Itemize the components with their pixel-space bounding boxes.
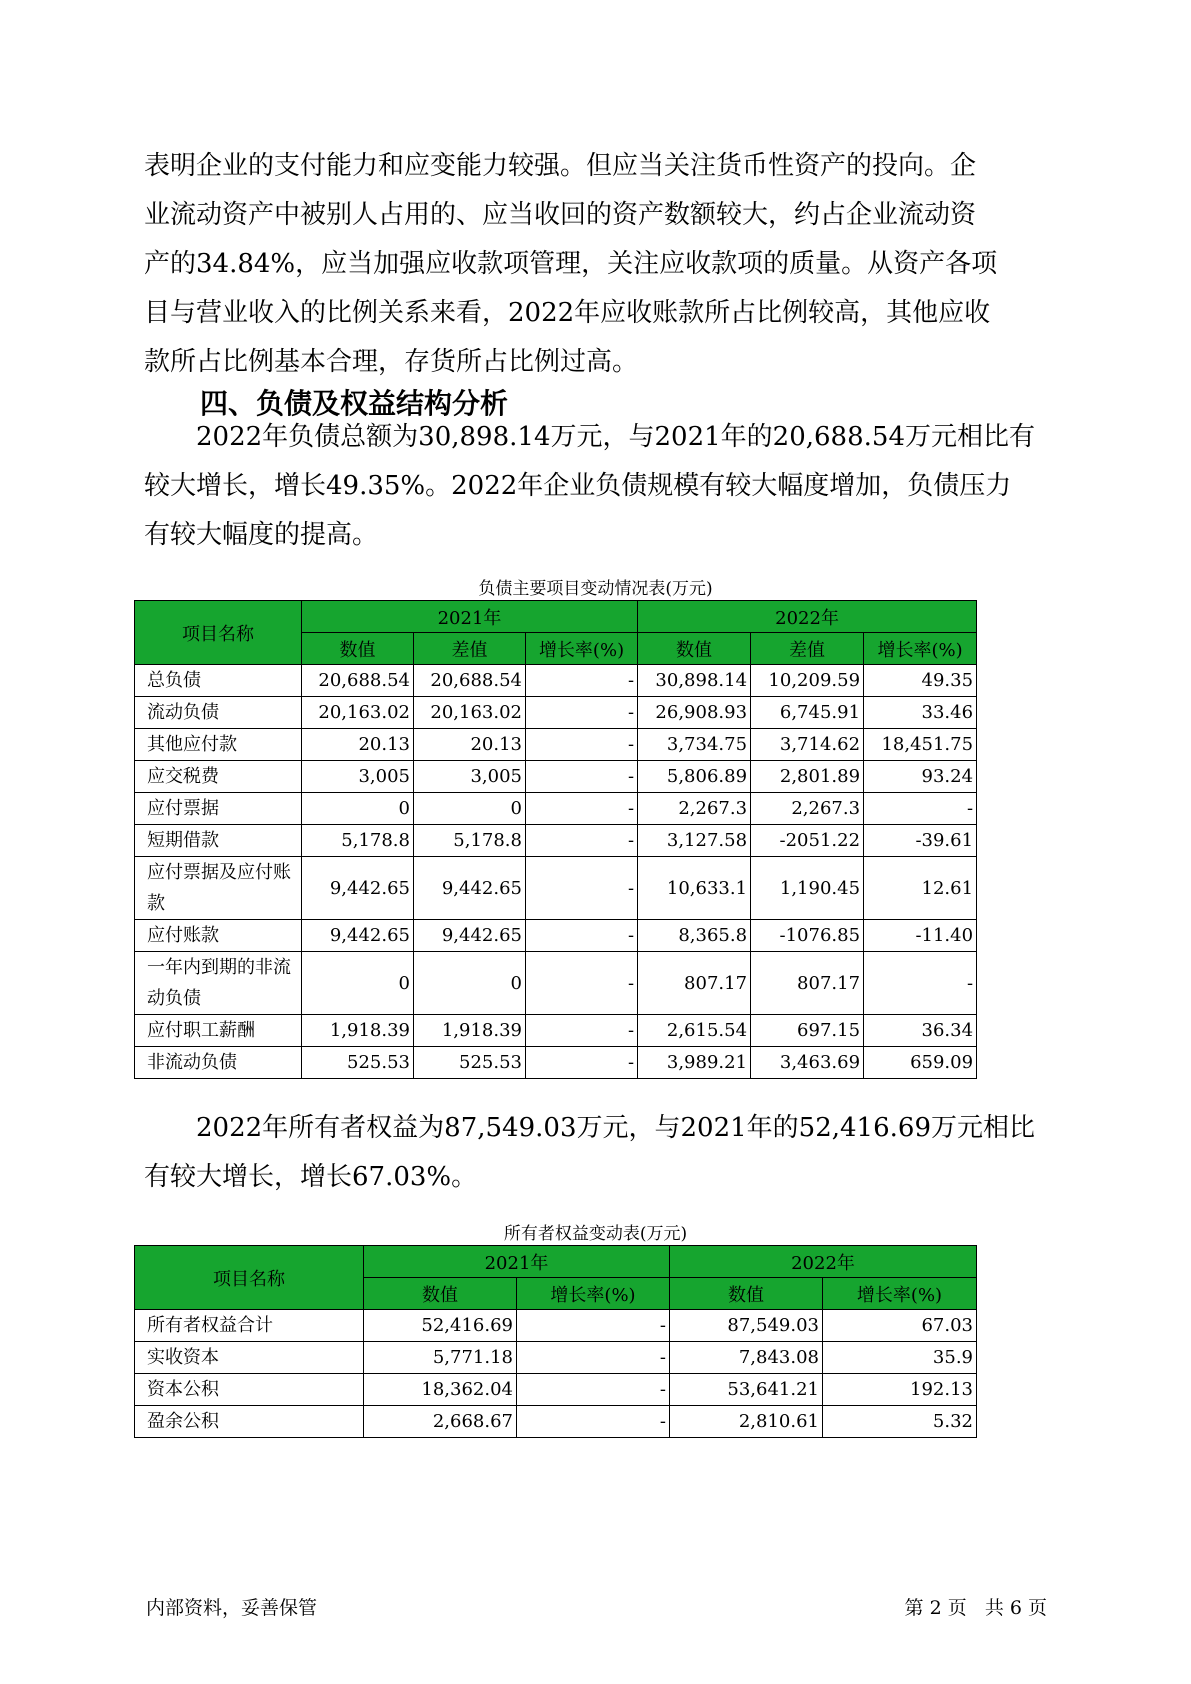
row-label: 应交税费 [135,761,302,793]
cell-value: 525.53 [414,1047,526,1079]
cell-value: - [526,825,638,857]
column-header-year-2022: 2022年 [638,601,977,633]
cell-value: 2,810.61 [670,1406,823,1438]
table-row [135,697,977,729]
cell-value: 3,005 [414,761,526,793]
subheader-growth-rate: 增长率(%) [823,1278,977,1310]
table-row [135,1047,977,1079]
text-line: 有较大增长，增长67.03%。 [144,1162,478,1192]
cell-value: 67.03 [823,1310,977,1342]
cell-value: 6,745.91 [751,697,864,729]
text-line: 产的34.84%，应当加强应收款项管理，关注应收款项的质量。从资产各项 [144,249,998,279]
cell-value: 3,989.21 [638,1047,751,1079]
table-row [135,761,977,793]
cell-value: 2,801.89 [751,761,864,793]
cell-value: 20,163.02 [414,697,526,729]
cell-value: 2,668.67 [364,1406,517,1438]
column-header-year-2021: 2021年 [302,601,638,633]
paragraph-asset-analysis [144,142,1044,387]
cell-value: 20.13 [414,729,526,761]
cell-value: 0 [414,793,526,825]
cell-value: 807.17 [751,952,864,1015]
cell-value: - [526,665,638,697]
table-row [135,920,977,952]
cell-value: 2,267.3 [638,793,751,825]
cell-value: 9,442.65 [302,857,414,920]
row-label: 应付票据及应付账款 [135,857,302,920]
cell-value: 0 [302,952,414,1015]
cell-value: 192.13 [823,1374,977,1406]
subheader-growth-rate: 增长率(%) [864,633,977,665]
cell-value: 10,633.1 [638,857,751,920]
cell-value: 5,178.8 [414,825,526,857]
liability-table [134,600,977,1079]
cell-value: - [864,952,977,1015]
cell-value: 5.32 [823,1406,977,1438]
table-row [135,1015,977,1047]
table-row [135,1310,977,1342]
table-row [135,952,977,1015]
cell-value: 2,267.3 [751,793,864,825]
table-row [135,665,977,697]
subheader-growth-rate: 增长率(%) [517,1278,670,1310]
equity-table-caption: 所有者权益变动表(万元) [503,1224,688,1244]
cell-value: 0 [302,793,414,825]
cell-value: 525.53 [302,1047,414,1079]
column-header-year-2022: 2022年 [670,1246,977,1278]
cell-value: 697.15 [751,1015,864,1047]
cell-value: - [864,793,977,825]
text-line: 目与营业收入的比例关系来看，2022年应收账款所占比例较高，其他应收 [144,298,991,328]
cell-value: - [526,857,638,920]
paragraph-liability-summary [144,413,1044,560]
subheader-growth-rate: 增长率(%) [526,633,638,665]
row-label: 所有者权益合计 [135,1310,364,1342]
footer-confidential-note: 内部资料，妥善保管 [146,1597,318,1619]
row-label: 非流动负债 [135,1047,302,1079]
cell-value: 20.13 [302,729,414,761]
cell-value: 2,615.54 [638,1015,751,1047]
cell-value: - [526,729,638,761]
row-label: 应付职工薪酬 [135,1015,302,1047]
cell-value: - [526,920,638,952]
table-row [135,1342,977,1374]
cell-value: - [526,761,638,793]
cell-value: 1,190.45 [751,857,864,920]
text-line: 2022年所有者权益为87,549.03万元，与2021年的52,416.69万元相比 [144,1113,1035,1143]
row-label: 流动负债 [135,697,302,729]
cell-value: 3,714.62 [751,729,864,761]
cell-value: - [517,1374,670,1406]
row-label: 应付账款 [135,920,302,952]
cell-value: 1,918.39 [414,1015,526,1047]
text-line: 较大增长，增长49.35%。2022年企业负债规模有较大幅度增加，负债压力 [144,471,1012,501]
cell-value: 93.24 [864,761,977,793]
cell-value: - [526,1047,638,1079]
paragraph-equity-summary [144,1104,1044,1202]
cell-value: 9,442.65 [414,920,526,952]
subheader-value: 数值 [302,633,414,665]
table-row [135,729,977,761]
cell-value: -11.40 [864,920,977,952]
footer-page-number: 第 2 页 共 6 页 [904,1597,1047,1619]
cell-value: - [526,793,638,825]
cell-value: 87,549.03 [670,1310,823,1342]
row-label: 其他应付款 [135,729,302,761]
cell-value: 5,806.89 [638,761,751,793]
row-label: 一年内到期的非流动负债 [135,952,302,1015]
cell-value: 9,442.65 [302,920,414,952]
cell-value: 3,005 [302,761,414,793]
equity-table [134,1245,977,1438]
row-label: 实收资本 [135,1342,364,1374]
row-label: 应付票据 [135,793,302,825]
cell-value: 5,178.8 [302,825,414,857]
cell-value: 36.34 [864,1015,977,1047]
cell-value: 10,209.59 [751,665,864,697]
row-label: 短期借款 [135,825,302,857]
text-line: 款所占比例基本合理，存货所占比例过高。 [144,347,639,377]
cell-value: - [526,1015,638,1047]
column-header-item-name: 项目名称 [135,1246,364,1310]
cell-value: - [517,1310,670,1342]
cell-value: 53,641.21 [670,1374,823,1406]
cell-value: 52,416.69 [364,1310,517,1342]
cell-value: 659.09 [864,1047,977,1079]
table-row [135,1374,977,1406]
table-row [135,825,977,857]
subheader-difference: 差值 [751,633,864,665]
cell-value: 20,163.02 [302,697,414,729]
text-line: 2022年负债总额为30,898.14万元，与2021年的20,688.54万元相比有 [144,422,1035,452]
cell-value: 0 [414,952,526,1015]
table-row [135,793,977,825]
cell-value: 30,898.14 [638,665,751,697]
cell-value: 35.9 [823,1342,977,1374]
cell-value: -2051.22 [751,825,864,857]
text-line: 业流动资产中被别人占用的、应当收回的资产数额较大，约占企业流动资 [144,200,977,230]
column-header-year-2021: 2021年 [364,1246,670,1278]
table-row [135,1406,977,1438]
cell-value: 7,843.08 [670,1342,823,1374]
cell-value: - [526,697,638,729]
row-label: 资本公积 [135,1374,364,1406]
column-header-item-name: 项目名称 [135,601,302,665]
cell-value: 20,688.54 [302,665,414,697]
cell-value: 8,365.8 [638,920,751,952]
cell-value: 26,908.93 [638,697,751,729]
section-heading: 四、负债及权益结构分析 [200,387,509,420]
cell-value: 18,362.04 [364,1374,517,1406]
cell-value: - [517,1342,670,1374]
liability-table-caption: 负债主要项目变动情况表(万元) [478,579,713,599]
subheader-value: 数值 [670,1278,823,1310]
cell-value: 3,734.75 [638,729,751,761]
cell-value: -39.61 [864,825,977,857]
cell-value: 18,451.75 [864,729,977,761]
subheader-value: 数值 [364,1278,517,1310]
cell-value: 20,688.54 [414,665,526,697]
cell-value: 9,442.65 [414,857,526,920]
cell-value: 33.46 [864,697,977,729]
cell-value: 1,918.39 [302,1015,414,1047]
cell-value: 3,463.69 [751,1047,864,1079]
cell-value: 12.61 [864,857,977,920]
text-line: 有较大幅度的提高。 [144,520,379,550]
cell-value: 49.35 [864,665,977,697]
cell-value: 3,127.58 [638,825,751,857]
subheader-difference: 差值 [414,633,526,665]
row-label: 盈余公积 [135,1406,364,1438]
subheader-value: 数值 [638,633,751,665]
cell-value: 5,771.18 [364,1342,517,1374]
row-label: 总负债 [135,665,302,697]
cell-value: -1076.85 [751,920,864,952]
cell-value: - [517,1406,670,1438]
table-row [135,857,977,920]
cell-value: 807.17 [638,952,751,1015]
cell-value: - [526,952,638,1015]
text-line: 表明企业的支付能力和应变能力较强。但应当关注货币性资产的投向。企 [144,151,977,181]
